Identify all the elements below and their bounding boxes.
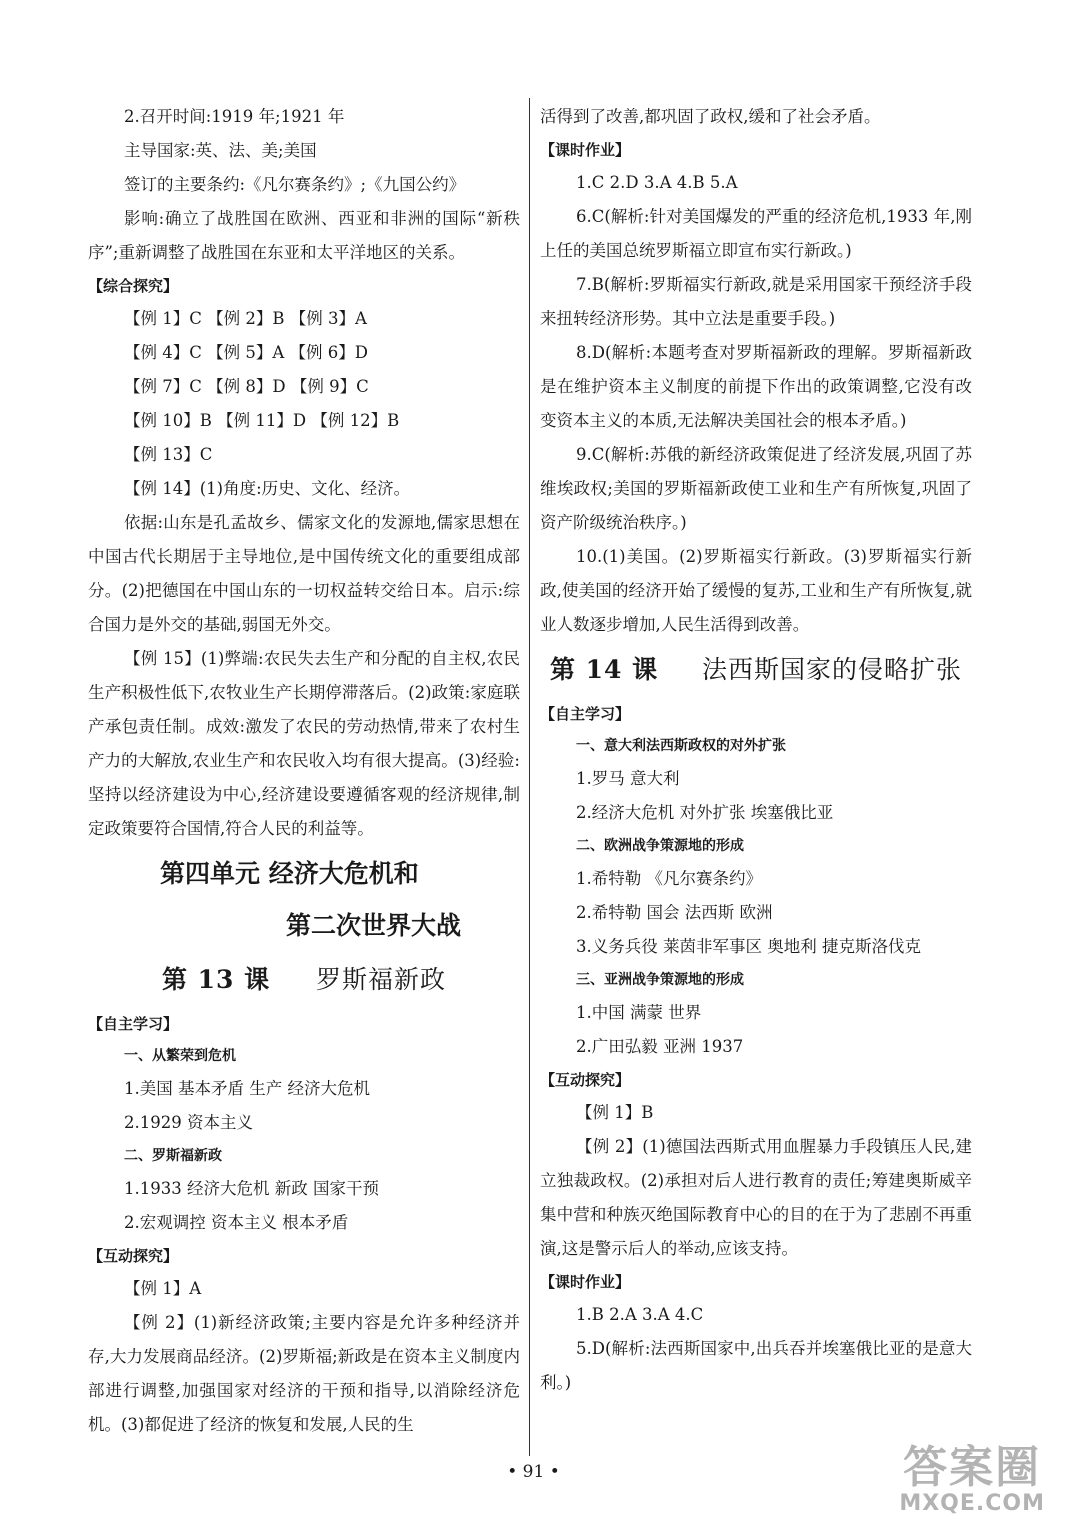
subsection-heading: 二、欧洲战争策源地的形成	[576, 838, 744, 854]
text-line: 签订的主要条约:《凡尔赛条约》;《九国公约》	[124, 175, 466, 194]
answer-line: 【例 14】(1)角度:历史、文化、经济。	[124, 479, 411, 498]
paragraph: 7.B(解析:罗斯福实行新政,就是采用国家干预经济手段来扭转经济形势。其中立法是重要手段。)	[540, 275, 972, 328]
page-number: • 91 •	[507, 1462, 560, 1482]
lesson-number: 第 14 课	[549, 655, 659, 684]
text-line: 主导国家:英、法、美;美国	[124, 141, 317, 160]
answer-line: 【例 1】A	[124, 1279, 202, 1298]
answer-line: 【例 10】B 【例 11】D 【例 12】B	[124, 411, 400, 430]
paragraph: 6.C(解析:针对美国爆发的严重的经济危机,1933 年,刚上任的美国总统罗斯福立即宣布实行新政。)	[540, 207, 972, 260]
answer-line: 2.希特勒 国会 法西斯 欧洲	[576, 903, 773, 922]
answer-line: 【例 1】B	[576, 1103, 654, 1122]
column-divider	[529, 98, 530, 1456]
paragraph: 9.C(解析:苏俄的新经济政策促进了经济发展,巩固了苏维埃政权;美国的罗斯福新政使工业和生产有所恢复,巩固了资产阶级统治秩序。)	[540, 445, 972, 532]
lesson-title	[540, 642, 972, 698]
answer-line: 【例 4】C 【例 5】A 【例 6】D	[124, 343, 368, 362]
answer-line: 1.罗马 意大利	[576, 769, 680, 788]
subsection-heading: 三、亚洲战争策源地的形成	[576, 972, 744, 988]
answer-line: 1.1933 经济大危机 新政 国家干预	[124, 1179, 379, 1198]
paragraph: 5.D(解析:法西斯国家中,出兵吞并埃塞俄比亚的是意大利。)	[540, 1339, 972, 1392]
left-column	[88, 100, 520, 1442]
text-line: 活得到了改善,都巩固了政权,缓和了社会矛盾。	[540, 107, 881, 126]
watermark-url: MXQE.COM	[899, 1491, 1045, 1516]
answer-line: 2.宏观调控 资本主义 根本矛盾	[124, 1213, 349, 1232]
watermark-text: 答案圈	[903, 1442, 1042, 1493]
section-heading: 【自主学习】	[540, 705, 631, 723]
lesson-name: 法西斯国家的侵略扩张	[702, 655, 963, 684]
paragraph: 【例 2】(1)德国法西斯式用血腥暴力手段镇压人民,建立独裁政权。(2)承担对后人进行教育的责任;筹建奥斯威辛集中营和种族灭绝国际教育中心的目的在于为了悲剧不再重演,这是警示后人的举动,应该支持。	[540, 1137, 972, 1258]
right-column	[540, 100, 972, 1400]
paragraph: 10.(1)美国。(2)罗斯福实行新政。(3)罗斯福实行新政,使美国的经济开始了缓慢的复苏,工业和生产有所恢复,就业人数逐步增加,人民生活得到改善。	[540, 547, 972, 634]
text-line: 2.召开时间:1919 年;1921 年	[124, 107, 345, 126]
subsection-heading: 一、从繁荣到危机	[124, 1048, 236, 1064]
paragraph: 【例 15】(1)弊端:农民失去生产和分配的自主权,农民生产积极性低下,农牧业生产长期停滞落后。(2)政策:家庭联产承包责任制。成效:激发了农民的劳动热情,带来了农村生产力的大解放,农业生产和农民收入均有很大提高。(3)经验:坚持以经济建设为中心,经济建设要遵循客观的经济规律,制定政策要符合国情,符合人民的利益等。	[88, 649, 520, 838]
answer-line: 2.1929 资本主义	[124, 1113, 253, 1132]
paragraph: 8.D(解析:本题考查对罗斯福新政的理解。罗斯福新政是在维护资本主义制度的前提下作出的政策调整,它没有改变资本主义的本质,无法解决美国社会的根本矛盾。)	[540, 343, 972, 430]
section-heading: 【互动探究】	[540, 1071, 631, 1089]
subsection-heading: 一、意大利法西斯政权的对外扩张	[576, 738, 786, 754]
answer-line: 【例 1】C 【例 2】B 【例 3】A	[124, 309, 367, 328]
answer-line: 1.中国 满蒙 世界	[576, 1003, 702, 1022]
section-heading: 【课时作业】	[540, 141, 631, 159]
paragraph: 【例 2】(1)新经济政策;主要内容是允许多种经济并存,大力发展商品经济。(2)罗斯福;新政是在资本主义制度内部进行调整,加强国家对经济的干预和指导,以消除经济危机。(3)都促进了经济的恢复和发展,人民的生	[88, 1313, 520, 1434]
subsection-heading: 二、罗斯福新政	[124, 1148, 222, 1164]
lesson-name: 罗斯福新政	[316, 965, 447, 994]
answer-line: 2.广田弘毅 亚洲 1937	[576, 1037, 744, 1056]
lesson-title	[88, 952, 520, 1008]
lesson-number: 第 13 课	[161, 965, 271, 994]
answer-line: 2.经济大危机 对外扩张 埃塞俄比亚	[576, 803, 834, 822]
section-heading: 【自主学习】	[88, 1015, 179, 1033]
unit-title: 第四单元 经济大危机和	[160, 859, 419, 888]
section-heading: 【综合探究】	[88, 277, 179, 295]
section-heading: 【互动探究】	[88, 1247, 179, 1265]
unit-title: 第二次世界大战	[286, 911, 462, 940]
answer-line: 1.C 2.D 3.A 4.B 5.A	[576, 173, 738, 192]
paragraph: 依据:山东是孔孟故乡、儒家文化的发源地,儒家思想在中国古代长期居于主导地位,是中国传统文化的重要组成部分。(2)把德国在中国山东的一切权益转交给日本。启示:综合国力是外交的基础,弱国无外交。	[88, 513, 520, 634]
section-heading: 【课时作业】	[540, 1273, 631, 1291]
answer-line: 1.美国 基本矛盾 生产 经济大危机	[124, 1079, 370, 1098]
answer-line: 【例 7】C 【例 8】D 【例 9】C	[124, 377, 369, 396]
paragraph: 影响:确立了战胜国在欧洲、西亚和非洲的国际“新秩序”;重新调整了战胜国在东亚和太平洋地区的关系。	[88, 209, 520, 262]
answer-line: 1.B 2.A 3.A 4.C	[576, 1305, 704, 1324]
answer-line: 1.希特勒 《凡尔赛条约》	[576, 869, 762, 888]
answer-line: 【例 13】C	[124, 445, 213, 464]
watermark-logo	[899, 1442, 1045, 1516]
paragraph: 3.义务兵役 莱茵非军事区 奥地利 捷克斯洛伐克	[576, 937, 921, 956]
